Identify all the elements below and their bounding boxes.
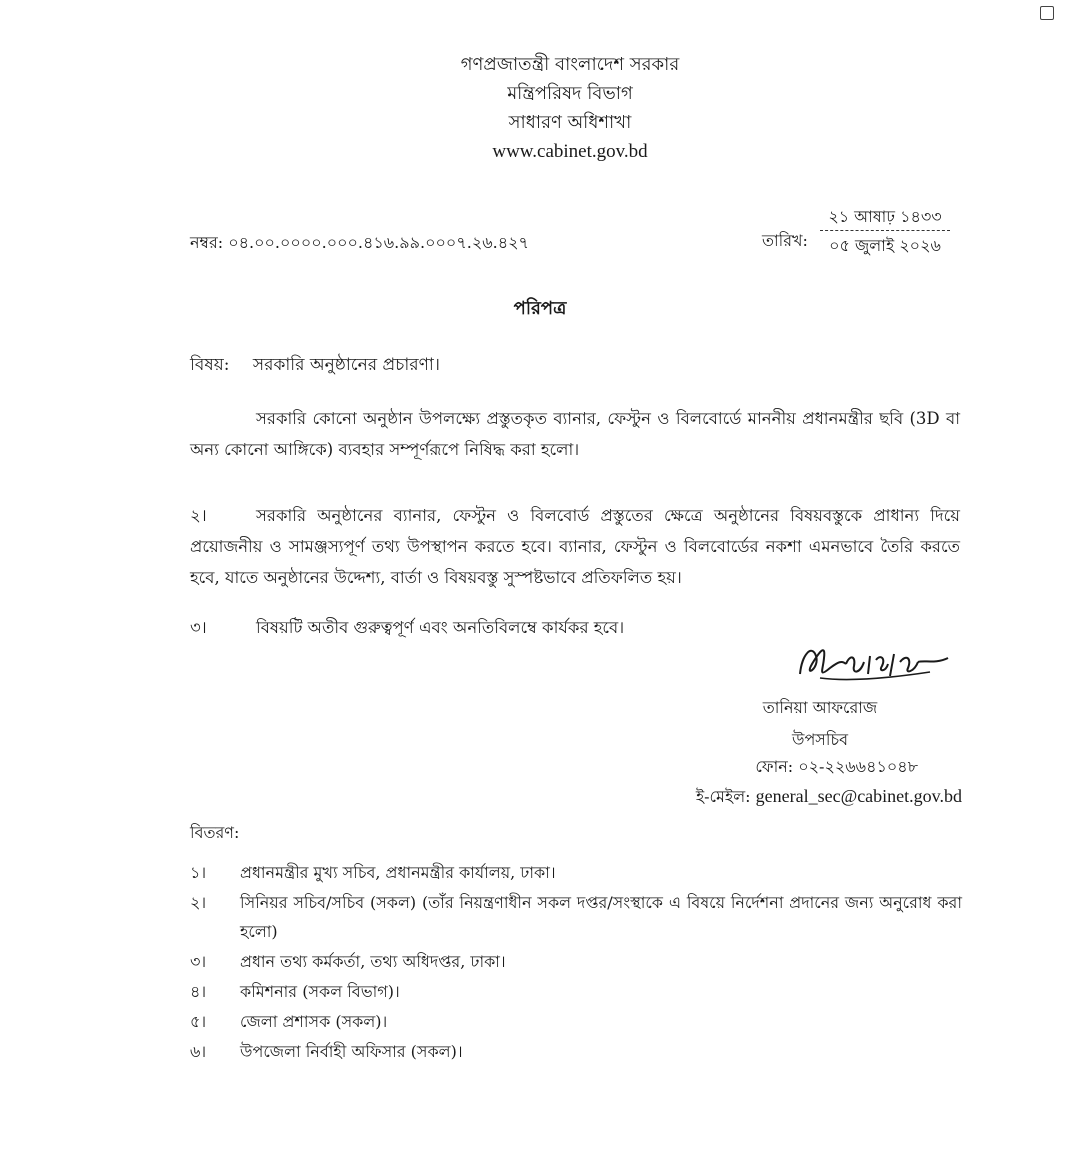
- list-item: [190, 1007, 962, 1036]
- paragraph-1: সরকারি কোনো অনুষ্ঠান উপলক্ষ্যে প্রস্তুতকৃত ব্যানার, ফেস্টুন ও বিলবোর্ডে মাননীয় প্রধানমন্ত্রীর ছবি (3D বা অন্য কোনো আঙ্গিকে) ব্যবহার সম্পূর্ণরূপে নিষিদ্ধ করা হলো।: [190, 409, 960, 459]
- date-stack: [820, 206, 950, 257]
- subject-text: সরকারি অনুষ্ঠানের প্রচারণা।: [252, 355, 440, 375]
- subject-line: [190, 352, 440, 380]
- handwritten-signature: [790, 634, 960, 694]
- email-label: ই-মেইল:: [695, 787, 751, 806]
- list-item: [190, 1037, 962, 1066]
- list-item-number: ২।: [190, 893, 207, 912]
- corner-box-icon: [1040, 6, 1054, 20]
- list-item-number: ৫।: [190, 1012, 207, 1031]
- signatory-block: [700, 692, 940, 756]
- list-item-text: প্রধানমন্ত্রীর মুখ্য সচিব, প্রধানমন্ত্রীর কার্যালয়, ঢাকা।: [240, 863, 556, 882]
- list-item-text: সিনিয়র সচিব/সচিব (সকল) (তাঁর নিয়ন্ত্রণাধীন সকল দপ্তর/সংস্থাকে এ বিষয়ে নির্দেশনা প্রদানের জন্য অনুরোধ করা হলো): [240, 893, 962, 941]
- date-divider: [820, 230, 950, 231]
- paragraph-2-number: ২।: [190, 506, 207, 525]
- document-title: পরিপত্র: [513, 298, 567, 319]
- signatory-name: তানিয়া আফরোজ: [762, 698, 878, 717]
- list-item-text: জেলা প্রশাসক (সকল)।: [240, 1012, 388, 1031]
- distribution-title: বিতরণ:: [190, 823, 240, 842]
- list-item: [190, 858, 962, 887]
- list-item: [190, 947, 962, 976]
- date-bangla: ২১ আষাঢ় ১৪৩৩: [828, 207, 942, 226]
- division-name: মন্ত্রিপরিষদ বিভাগ: [507, 83, 633, 104]
- list-item: [190, 977, 962, 1006]
- letterhead: [390, 50, 750, 166]
- website-link[interactable]: www.cabinet.gov.bd: [492, 141, 648, 162]
- list-item-number: ৪।: [190, 982, 207, 1001]
- list-item-number: ১।: [190, 863, 207, 882]
- list-item-text: উপজেলা নির্বাহী অফিসার (সকল)।: [240, 1042, 463, 1061]
- list-item-number: ৩।: [190, 952, 207, 971]
- list-item-text: প্রধান তথ্য কর্মকর্তা, তথ্য অধিদপ্তর, ঢাকা।: [240, 952, 506, 971]
- date-label: তারিখ:: [762, 231, 808, 250]
- section-name: সাধারণ অধিশাখা: [508, 112, 632, 133]
- paragraph-3-number: ৩।: [190, 618, 207, 637]
- email-line: [640, 784, 962, 811]
- email-link[interactable]: general_sec@cabinet.gov.bd: [755, 786, 962, 806]
- list-item-number: ৬।: [190, 1042, 207, 1061]
- memo-number: নম্বর: ০৪.০০.০০০০.০০০.৪১৬.৯৯.০০০৭.২৬.৪২৭: [190, 233, 529, 252]
- phone-number: ফোন: ০২-২২৬৬৪১০৪৮: [755, 757, 918, 776]
- signatory-designation: উপসচিব: [791, 730, 848, 749]
- distribution-list: [190, 858, 962, 1067]
- list-item-text: কমিশনার (সকল বিভাগ)।: [240, 982, 400, 1001]
- paragraph-2-text: সরকারি অনুষ্ঠানের ব্যানার, ফেস্টুন ও বিলবোর্ড প্রস্তুতের ক্ষেত্রে অনুষ্ঠানের বিষয়বস্তুকে প্রাধান্য দিয়ে প্রয়োজনীয় ও সামঞ্জস্যপূর্ণ তথ্য উপস্থাপন করতে হবে। ব্যানার, ফেস্টুন ও বিলবোর্ডের নকশা এমনভাবে তৈরি করতে হবে, যাতে অনুষ্ঠানের উদ্দেশ্য, বার্তা ও বিষয়বস্তু সুস্পষ্টভাবে প্রতিফলিত হয়।: [190, 506, 960, 587]
- government-name: গণপ্রজাতন্ত্রী বাংলাদেশ সরকার: [460, 54, 680, 75]
- paragraph-2: [190, 500, 960, 593]
- list-item: [190, 888, 962, 946]
- subject-label: বিষয়:: [190, 355, 230, 375]
- paragraph-3-text: বিষয়টি অতীব গুরুত্বপূর্ণ এবং অনতিবিলম্বে কার্যকর হবে।: [256, 618, 625, 637]
- date-gregorian: ০৫ জুলাই ২০২৬: [829, 236, 941, 255]
